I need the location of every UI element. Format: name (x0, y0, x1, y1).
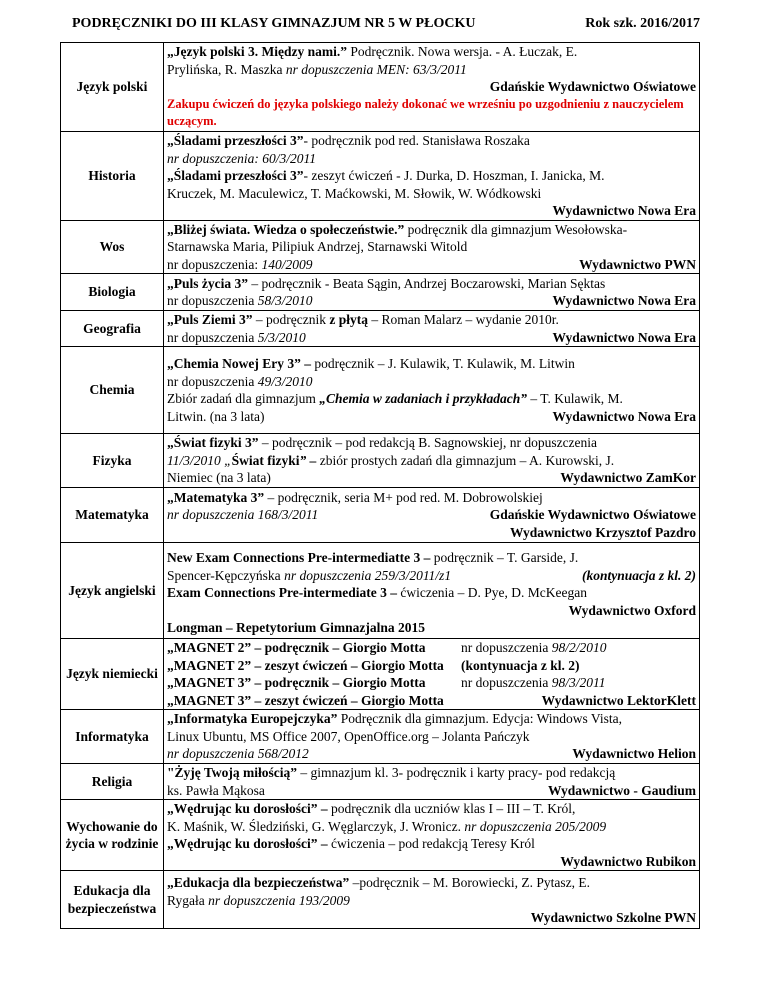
book-desc: Linux Ubuntu, MS Office 2007, OpenOffice.org – Jolanta Pańczyk (167, 728, 530, 744)
content-cell (164, 311, 700, 347)
approval-label: nr dopuszczenia (167, 329, 258, 345)
book-title: „Informatyka Europejczyka” (167, 711, 338, 727)
table-row (61, 274, 700, 311)
approval-number: nr dopuszczenia 259/3/2011/z1 (284, 567, 452, 583)
publisher: Wydawnictwo ZamKor (560, 470, 696, 486)
subject-cell: Geografia (61, 311, 164, 347)
book-desc: - zeszyt ćwiczeń - J. Durka, D. Hoszman, I. Janicka, M. (303, 168, 605, 183)
book-title: New Exam Connections Pre-intermediatte 3 – (167, 550, 431, 565)
content-cell (164, 347, 700, 434)
book-title: „Wędrując ku dorosłości” – (167, 836, 328, 851)
book-desc: – Roman Malarz – wydanie 2010r. (368, 312, 559, 327)
subject-cell: Fizyka (61, 434, 164, 488)
book-title: „MAGNET 2” – podręcznik – Giorgio Motta (167, 640, 426, 655)
subject-cell: Chemia (61, 347, 164, 434)
book-desc: – gimnazjum kl. 3- podręcznik i karty pracy- pod redakcją (296, 765, 616, 780)
table-row (61, 710, 700, 764)
book-desc: podręcznik – T. Garside, J. (430, 550, 579, 565)
publisher: Wydawnictwo Krzysztof Pazdro (510, 524, 696, 540)
book-desc: ks. Pawła Mąkosa (167, 782, 265, 798)
book-desc: –podręcznik – M. Borowiecki, Z. Pytasz, E. (349, 875, 590, 890)
content-cell (164, 710, 700, 764)
book-desc: Prylińska, R. Maszka (167, 61, 286, 77)
approval-number: nr dopuszczenia MEN: 63/3/2011 (285, 61, 467, 77)
table-row (61, 347, 700, 434)
publisher: Wydawnictwo Nowa Era (552, 203, 696, 218)
approval-number: 140/2009 (261, 256, 313, 272)
publisher: Gdańskie Wydawnictwo Oświatowe (489, 79, 696, 95)
book-desc: Niemiec (na 3 lata) (167, 470, 271, 486)
publisher: Wydawnictwo Nowa Era (552, 293, 696, 308)
content-cell (164, 764, 700, 800)
subject-cell: Język angielski (61, 543, 164, 639)
subject-cell: Biologia (61, 274, 164, 311)
publisher: Wydawnictwo PWN (579, 256, 696, 272)
approval-label: nr dopuszczenia: (167, 256, 262, 272)
approval-number: nr dopuszczenia 205/2009 (464, 818, 607, 834)
subject-cell: Historia (61, 132, 164, 221)
book-desc: Spencer-Kępczyńska (167, 567, 285, 583)
content-cell (164, 132, 700, 221)
subject-cell: Informatyka (61, 710, 164, 764)
book-title: „Puls Ziemi 3” (167, 312, 253, 327)
book-desc: podręcznik – J. Kulawik, T. Kulawik, M. Litwin (310, 356, 575, 371)
book-desc: zbiór prostych zadań dla gimnazjum – A. Kurowski, J. (316, 452, 615, 468)
book-desc: – podręcznik – pod redakcją B. Sagnowskiej, nr dopuszczenia (258, 435, 598, 451)
book-desc: Litwin. (na 3 lata) (167, 408, 265, 424)
subject-cell: Wos (61, 220, 164, 274)
publisher: Wydawnictwo Rubikon (560, 853, 696, 869)
subject-cell: Język niemiecki (61, 639, 164, 710)
purchase-note: Zakupu ćwiczeń do języka polskiego należy dokonać we wrześniu po uzgodnieniu z nauczycielem uczącym. (167, 96, 684, 129)
book-title: „Matematyka 3” (167, 489, 265, 505)
table-row (61, 639, 700, 710)
approval-number: 58/3/2010 (257, 293, 313, 308)
table-row (61, 543, 700, 639)
book-desc: Rygała (167, 892, 209, 908)
book-title: Exam Connections Pre-intermediate 3 – (167, 585, 397, 600)
approval-number: nr dopuszczenia 168/3/2011 (167, 507, 319, 523)
approval-number: nr dopuszczenia 193/2009 (208, 892, 350, 908)
approval-number: 11/3/2010 „ (167, 452, 232, 468)
book-title: Longman – Repetytorium Gimnazjalna 2015 (167, 620, 425, 635)
subject-cell: Edukacja dla bezpieczeństwa (61, 871, 164, 929)
publisher: Wydawnictwo Szkolne PWN (530, 910, 696, 925)
book-desc: Podręcznik. Nowa wersja. - A. Łuczak, E. (350, 44, 578, 60)
book-desc: Podręcznik dla gimnazjum. Edycja: Windows Vista, (337, 711, 622, 727)
approval-label: nr dopuszczenia (461, 675, 552, 690)
continuation-note: (kontynuacja z kl. 2) (461, 657, 580, 673)
subject-cell: Religia (61, 764, 164, 800)
table-row (61, 871, 700, 929)
approval-label: nr dopuszczenia (167, 293, 258, 308)
book-desc: ćwiczenia – D. Pye, D. McKeegan (396, 585, 588, 600)
approval-number: 49/3/2010 (257, 373, 313, 389)
approval-number: nr dopuszczenia: 60/3/2011 (167, 150, 316, 166)
content-cell (164, 800, 700, 871)
publisher: Wydawnictwo LektorKlett (541, 692, 696, 708)
book-desc: podręcznik dla gimnazjum Wesołowska- (404, 221, 628, 237)
book-desc: ćwiczenia – pod redakcją Teresy Król (327, 836, 535, 851)
book-title: „Śladami przeszłości 3” (167, 168, 304, 183)
content-cell (164, 220, 700, 274)
book-title: „Język polski 3. Między nami.” (167, 44, 351, 60)
book-desc: – podręcznik (252, 312, 330, 327)
table-row (61, 132, 700, 221)
content-cell (164, 488, 700, 543)
publisher: Gdańskie Wydawnictwo Oświatowe (489, 507, 696, 523)
table-row (61, 488, 700, 543)
book-title: ” – (299, 452, 317, 468)
book-desc: podręcznik dla uczniów klas I – III – T. Król, (327, 801, 576, 816)
content-cell (164, 434, 700, 488)
book-title: „Wędrując ku dorosłości” – (167, 801, 328, 816)
book-title: „MAGNET 3” – podręcznik – Giorgio Motta (167, 675, 426, 690)
book-title: „Śladami przeszłości 3” (167, 133, 304, 148)
continuation-note: (kontynuacja z kl. 2) (581, 567, 696, 583)
content-cell (164, 639, 700, 710)
page-title: PODRĘCZNIKI DO III KLASY GIMNAZJUM NR 5 W PŁOCKU (72, 16, 476, 31)
table-row (61, 43, 700, 132)
approval-number: nr dopuszczenia 568/2012 (167, 746, 309, 762)
content-cell (164, 543, 700, 639)
table-row (61, 311, 700, 347)
book-title: „Edukacja dla bezpieczeństwa” (167, 875, 350, 890)
book-title: „Bliżej świata. Wiedza o społeczeństwie.” (167, 221, 405, 237)
book-desc: Kruczek, M. Maculewicz, T. Maćkowski, M. Słowik, W. Wódkowski (167, 185, 542, 201)
approval-number: 98/2/2010 (551, 640, 607, 655)
book-desc: – podręcznik - Beata Sągin, Andrzej Boczarowski, Marian Sęktas (248, 275, 606, 291)
school-year: Rok szk. 2016/2017 (585, 16, 700, 31)
table-row (61, 800, 700, 871)
subject-cell: Matematyka (61, 488, 164, 543)
subject-cell: Język polski (61, 43, 164, 132)
book-title: „Puls życia 3” (167, 275, 248, 291)
book-desc: K. Maśnik, W. Śledziński, G. Węglarczyk, J. Wronicz. (167, 818, 465, 834)
header (72, 16, 700, 32)
book-title: „Chemia Nowej Ery 3” – (167, 356, 311, 371)
approval-number: 98/3/2011 (551, 675, 606, 690)
publisher: Wydawnictwo Nowa Era (552, 408, 696, 424)
book-title: Świat fizyki (231, 452, 300, 468)
approval-label: nr dopuszczenia (461, 640, 552, 655)
book-desc: Zbiór zadań dla gimnazjum (167, 391, 320, 406)
content-cell (164, 43, 700, 132)
book-title: „Chemia w zadaniach i przykładach” (319, 391, 527, 406)
content-cell (164, 871, 700, 929)
book-extra: z płytą (329, 312, 368, 327)
approval-label: nr dopuszczenia (167, 373, 258, 389)
book-desc: – podręcznik, seria M+ pod red. M. Dobrowolskiej (264, 489, 543, 505)
book-title: „Świat fizyki 3” (167, 435, 259, 451)
approval-number: 5/3/2010 (257, 329, 306, 345)
content-cell (164, 274, 700, 311)
publisher: Wydawnictwo - Gaudium (547, 782, 696, 798)
book-title: „MAGNET 2” – zeszyt ćwiczeń – Giorgio Motta (167, 657, 444, 673)
book-desc: – T. Kulawik, M. (526, 391, 623, 406)
textbook-table (60, 42, 700, 929)
table-row (61, 220, 700, 274)
publisher: Wydawnictwo Oxford (568, 602, 696, 618)
table-row (61, 764, 700, 800)
publisher: Wydawnictwo Nowa Era (552, 329, 696, 345)
table-row (61, 434, 700, 488)
book-title: „MAGNET 3” – zeszyt ćwiczeń – Giorgio Motta (167, 692, 444, 708)
publisher: Wydawnictwo Helion (572, 746, 696, 762)
subject-cell: Wychowanie do życia w rodzinie (61, 800, 164, 871)
book-desc: Starnawska Maria, Pilipiuk Andrzej, Starnawski Witold (167, 239, 468, 254)
book-title: "Żyję Twoją miłością” (167, 765, 297, 780)
book-desc: - podręcznik pod red. Stanisława Roszaka (303, 133, 530, 148)
